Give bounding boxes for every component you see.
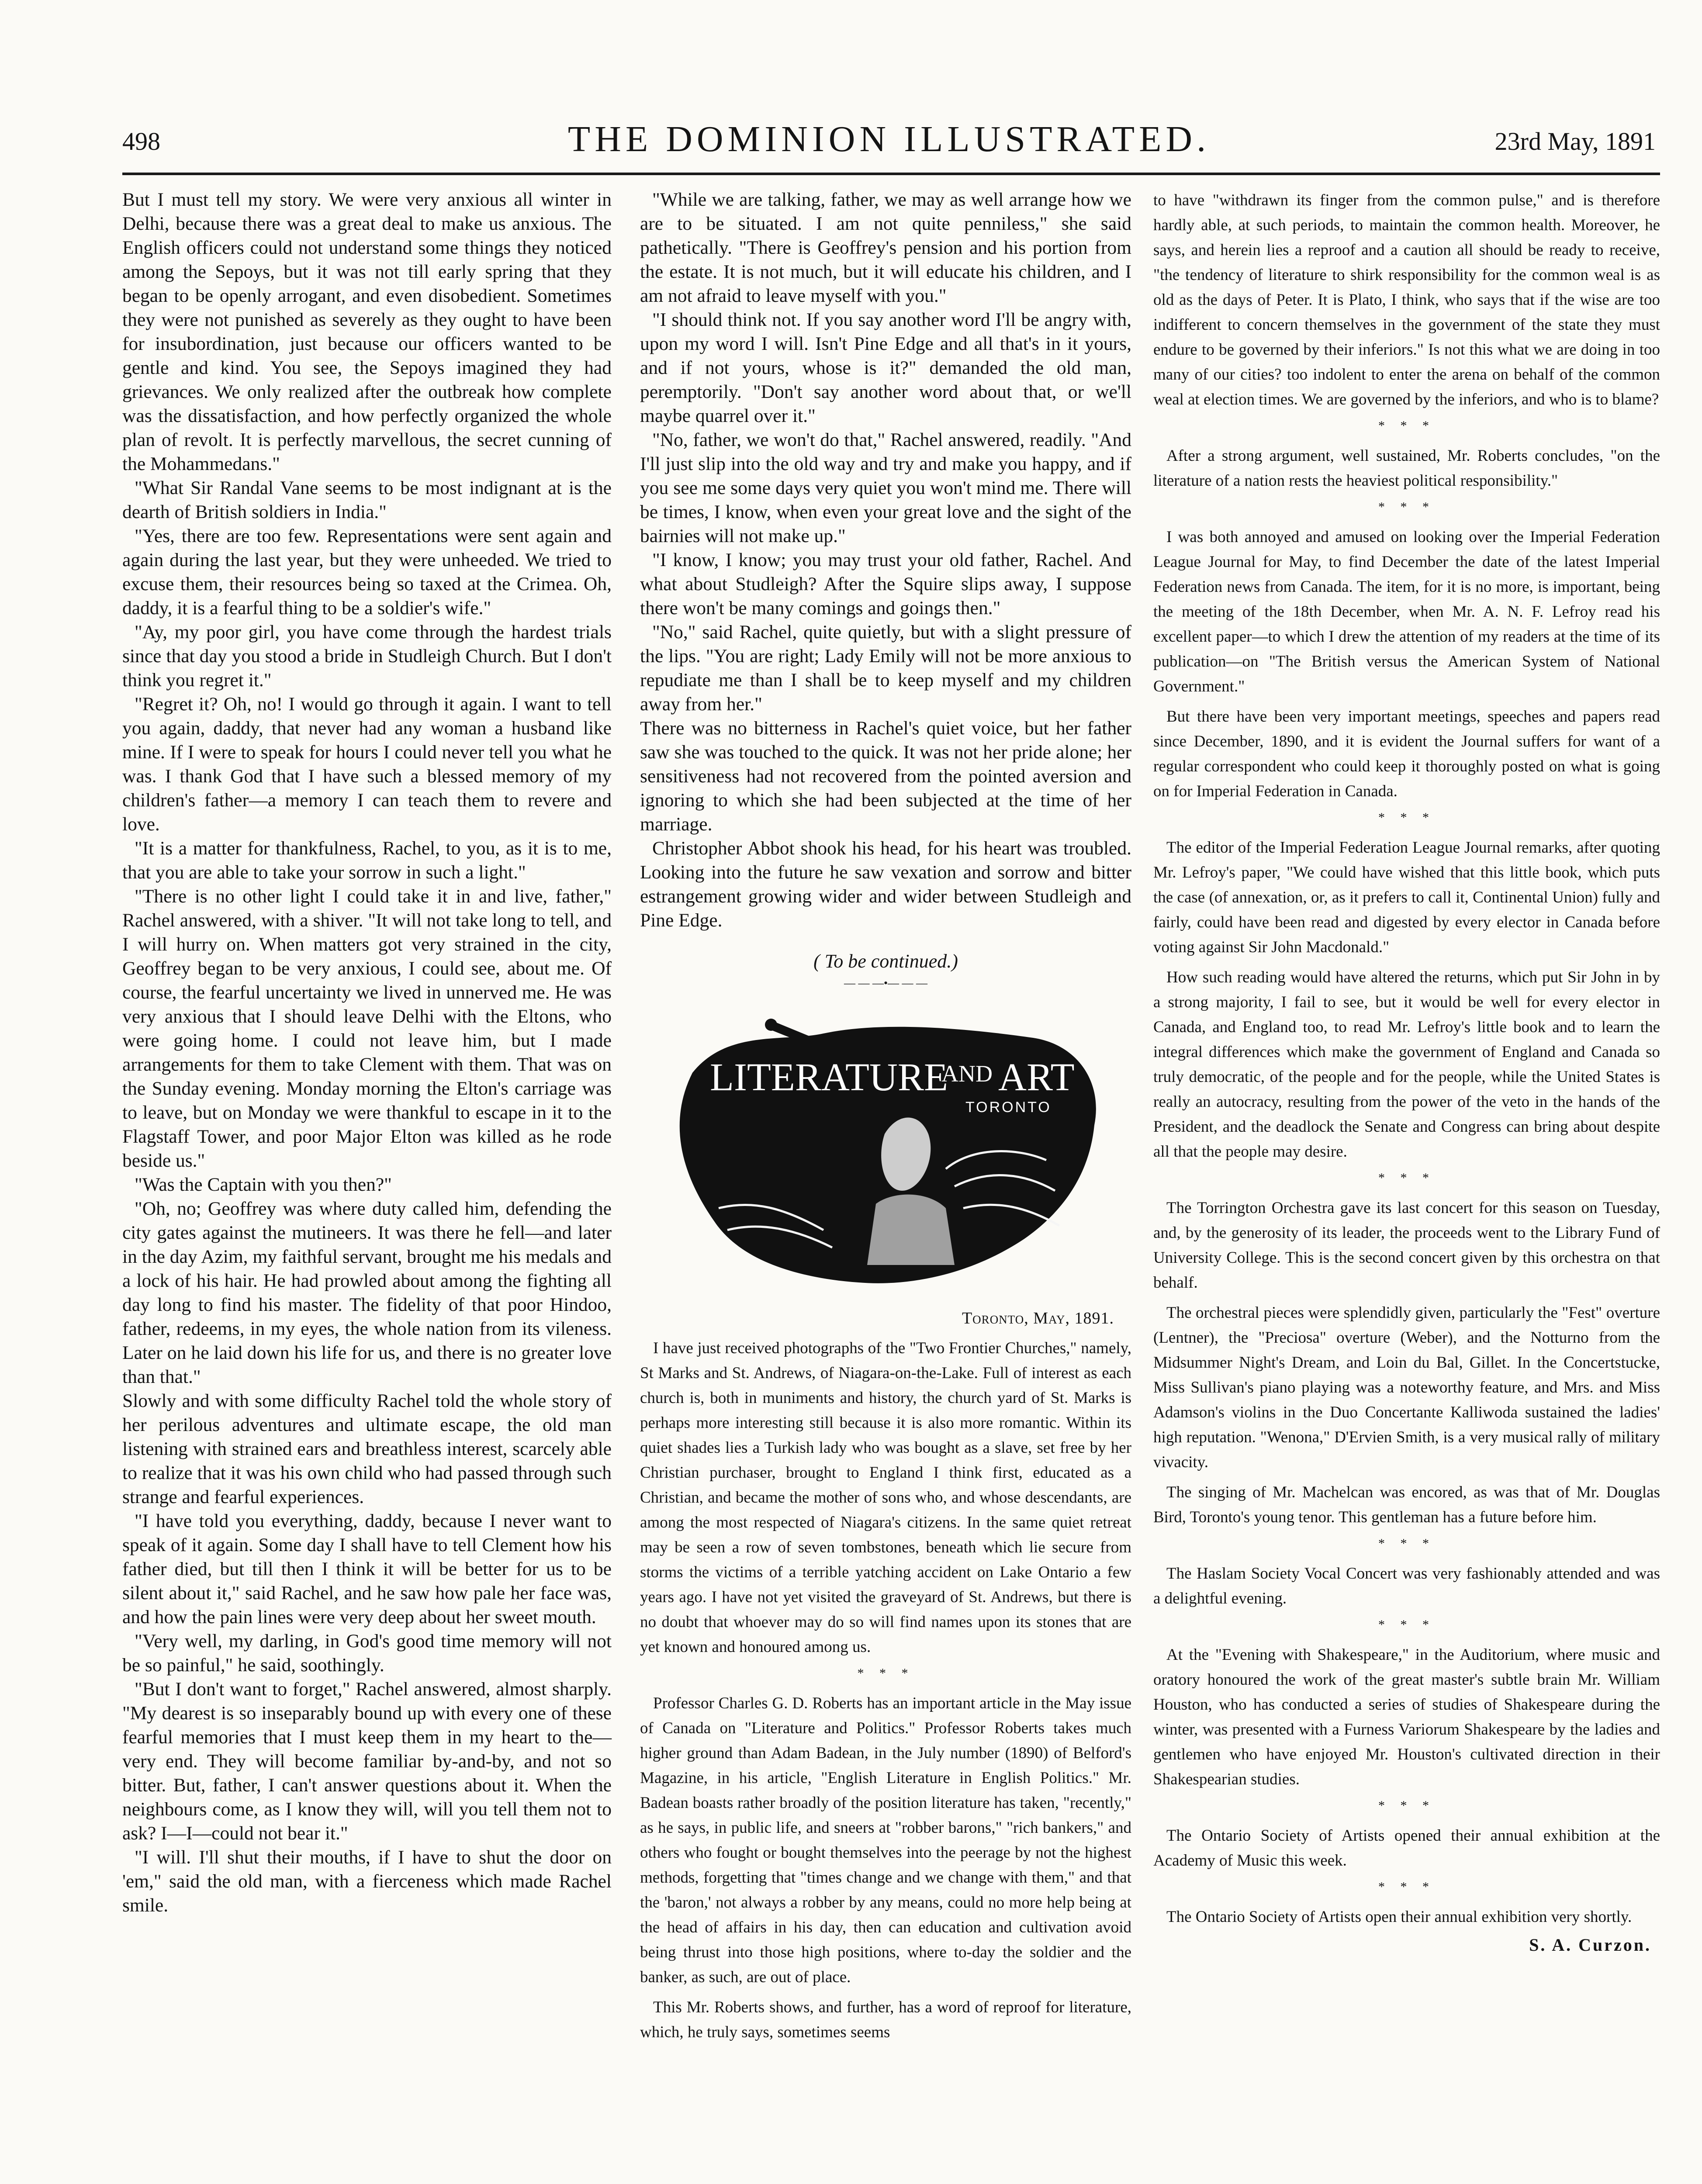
column-paragraph: The Torrington Orchestra gave its last concert for this season on Tuesday, and, by the generosity of its leader, the proceeds went to the Library Fund of University College. This is the second concert given by this orchestra on that behalf. xyxy=(1153,1199,1660,1292)
story-paragraph: "Very well, my darling, in God's good time memory will not be so painful," he said, soothingly. xyxy=(122,1631,612,1676)
to-be-continued: ( To be continued.) xyxy=(813,950,958,972)
story-paragraph: "Oh, no; Geoffrey was where duty called him, defending the city gates against the mutineers. It was there he fell—and later in the day Azim, my faithful servant, brought me his medals and a lock of his hair. He had prowled about among the fighting all day long to find his master. The fidelity of that poor Hindoo, father, redeems, in my eyes, the whole nation from its vileness. Later on he laid down his life for us, and there is no greater love than that." xyxy=(122,1198,612,1387)
story-paragraph: "There is no other light I could take it in and live, father," Rachel answered, with a shiver. "It will not take long to tell, and I will hurry on. When matters got very strained in the city, Geoffrey began to be very anxious, I could see, about me. Of course, the fearful uncertainty we lived in unnerved me. He was very anxious that I should leave Delhi with the Eltons, who were going home. I could not leave him, but I made arrangements for them to take Clement with them. That was on the Sunday evening. Monday morning the Elton's carriage was to leave, but on Monday we were thankful to escape in it to the Flagstaff Tower, and poor Major Elton was killed as he rode beside us." xyxy=(122,886,612,1171)
column-paragraph: This Mr. Roberts shows, and further, has a word of reproof for literature, which, he truly says, sometimes seems xyxy=(640,1998,1131,2041)
column-paragraph: Professor Charles G. D. Roberts has an important article in the May issue of Canada on "Literature and Politics." Professor Roberts takes much higher ground than Adam Badean, in the July number (1890) of Belford's Magazine, in his article, "English Literature in English Politics." Mr. Badean boasts rather broadly of the position literature has taken, "recently," as he says, in public life, and sneers at "robber barons," "rich bankers," and others who fought or bought themselves into the peerage by not the highest methods, forgetting that "times change and we change with them," and that the 'baron,' not always a robber by any means, could no more help being at the head of affairs in his day, then can education and cultivation avoid being thrust into those high positions, where to-day the soldier and the banker, as such, are out of place. xyxy=(640,1694,1131,1986)
story-paragraph: "I should think not. If you say another word I'll be angry with, upon my word I will. Isn't Pine Edge and all that's in it yours, and if not yours, whose is it?" demanded the old man, peremptorily. "Don't say another word about that, or we'll maybe quarrel over it." xyxy=(640,309,1131,426)
vignette-art: ART xyxy=(998,1056,1075,1099)
page-header xyxy=(122,118,1656,166)
section-stars: * * * xyxy=(857,1666,914,1680)
vignette-literature: LITERATURE xyxy=(710,1056,948,1099)
column-right xyxy=(1153,188,1660,1955)
story-paragraph: But I must tell my story. We were very anxious all winter in Delhi, because there was a great deal to make us anxious. The English officers could not understand some things they noticed among the Sepoys, but it was not till early spring that they began to be openly arrogant, and even disobedient. Sometimes they were not punished as severely as they ought to have been for insubordination, just because our officers wanted to be gentle and kind. You see, the Sepoys imagined they had grievances. We only realized after the outbreak how complete was the dissatisfaction, and how perfectly organized the whole plan of revolt. It is perfectly marvellous, the secret cunning of the Mohammedans." xyxy=(122,189,612,474)
story-paragraph: "It is a matter for thankfulness, Rachel, to you, as it is to me, that you are able to take your sorrow in such a light." xyxy=(122,838,612,883)
column-paragraph: I was both annoyed and amused on looking over the Imperial Federation League Journal for May, to find December the date of the latest Imperial Federation news from Canada. The item, for it is no more, is important, being the meeting of the 18th December, when Mr. A. N. F. Lefroy read his excellent paper—to which I drew the attention of my readers at the time of its publication—on "The British versus the American System of National Government." xyxy=(1153,528,1660,695)
column-paragraph: The Ontario Society of Artists opened their annual exhibition at the Academy of Music this week. xyxy=(1153,1827,1660,1870)
section-stars: * * * xyxy=(1378,1617,1435,1632)
section-stars: * * * xyxy=(1378,1171,1435,1185)
masthead-title: THE DOMINION ILLUSTRATED. xyxy=(567,119,1211,159)
story-paragraph: "I will. I'll shut their mouths, if I have to shut the door on 'em," said the old man, with a fierceness which made Rachel smile. xyxy=(122,1847,612,1916)
literature-and-art-vignette xyxy=(640,1003,1131,1304)
ornament-divider: — — —•— — — xyxy=(844,977,928,989)
column-paragraph: After a strong argument, well sustained, Mr. Roberts concludes, "on the literature of a nation rests the heaviest political responsibility." xyxy=(1153,447,1660,490)
story-paragraph: "No, father, we won't do that," Rachel answered, readily. "And I'll just slip into the old way and try and make you happy, and if you see me some days very quiet you won't mind me. There will be times, I know, when even your great love and the sight of the bairnies will not make up." xyxy=(640,429,1131,546)
story-paragraph: "Yes, there are too few. Representations were sent again and again during the last year, but they were unheeded. We tried to excuse them, their resources being so taxed at the Crimea. Oh, daddy, it is a fearful thing to be a soldier's wife." xyxy=(122,525,612,619)
column-dateline: Toronto, May, 1891. xyxy=(962,1309,1114,1327)
story-paragraph: "What Sir Randal Vane seems to be most indignant at is the dearth of British soldiers in India." xyxy=(122,477,612,522)
column-paragraph: The singing of Mr. Machelcan was encored, as was that of Mr. Douglas Bird, Toronto's young tenor. This gentleman has a future before him. xyxy=(1153,1483,1660,1526)
story-paragraph: "Regret it? Oh, no! I would go through it again. I want to tell you again, daddy, that never had any woman a husband like mine. If I were to speak for hours I could never tell you what he was. I thank God that I have such a blessed memory of my children's father—a memory I can teach them to revere and love. xyxy=(122,694,612,835)
section-stars: * * * xyxy=(1378,810,1435,825)
story-paragraph: "Was the Captain with you then?" xyxy=(135,1174,392,1195)
page-number: 498 xyxy=(122,127,160,156)
column-paragraph: How such reading would have altered the returns, which put Sir John in by a strong majority, I fail to see, but it would be well for every elector in Canada, and England too, to read Mr. Lefroy's little book and to learn the integral differences which make the government of England and Canada so truly democratic, of the people and for the people, while the United States is really an autocracy, resulting from the power of the veto in the hands of the President, and the deadlock the Senate and Congress can bring about despite all that the people may desire. xyxy=(1153,968,1660,1161)
vignette-and: AND xyxy=(941,1061,993,1087)
story-paragraph: "But I don't want to forget," Rachel answered, almost sharply. "My dearest is so inseparably bound up with every one of these fearful memories that I must keep them in my heart to the—very end. They will become familiar by-and-by, and not so bitter. But, father, I can't answer questions about it. When the neighbours come, as I know they will, will you tell them not to ask? I—I—could not bear it." xyxy=(122,1679,612,1844)
column-paragraph: The editor of the Imperial Federation League Journal remarks, after quoting Mr. Lefroy's paper, "We could have wished that this little book, which puts the case (of annexation, or, as it prefers to call it, Continental Union) fully and fairly, could have been read and digested by every elector in Canada before voting against Sir John Macdonald." xyxy=(1153,839,1660,956)
story-paragraph: "Ay, my poor girl, you have come through the hardest trials since that day you stood a bride in Studleigh Church. But I don't think you regret it." xyxy=(122,622,612,691)
story-paragraph: "While we are talking, father, we may as well arrange how we are to be situated. I am not quite penniless," she said pathetically. "There is Geoffrey's pension and his portion from the estate. It is not much, but it will educate his children, and I am not afraid to leave myself with you." xyxy=(640,189,1131,306)
column-paragraph: I have just received photographs of the "Two Frontier Churches," namely, St Marks and St. Andrews, of Niagara-on-the-Lake. Full of interest as each church is, both in muniments and history, the church yard of St. Marks is perhaps more interesting still because it is also more romantic. Within its quiet shades lies a Turkish lady who was bought as a slave, set free by her Christian purchaser, brought to England I think first, educated as a Christian, and became the mother of sons who, and whose descendants, are among the most respected of Niagara's citizens. In the same quiet retreat may be seen a row of seven tombstones, beneath which lie secure from storms the victims of a terrible yatching accident on Lake Ontario a few years ago. I have not yet visited the graveyard of St. Andrews, but there is no doubt that whoever may do so will find names upon its stones that are yet known and honoured among us. xyxy=(640,1339,1131,1656)
story-paragraph: There was no bitterness in Rachel's quiet voice, but her father saw she was touched to the quick. It was not her pride alone; her sensitiveness had not recovered from the pointed aversion and ignoring to which she had been subjected at the time of her marriage. xyxy=(640,718,1131,835)
column-middle xyxy=(640,188,1131,2050)
section-stars: * * * xyxy=(1378,1536,1435,1551)
story-paragraph: Slowly and with some difficulty Rachel told the whole story of her perilous adventures and ultimate escape, the old man listening with strained ears and breathless interest, scarcely able to realize that it was his own child who had passed through such strange and fearful experiences. xyxy=(122,1390,612,1507)
story-paragraph: Christopher Abbot shook his head, for his heart was troubled. Looking into the future he saw vexation and sorrow and bitter estrangement growing wider and wider between Studleigh and Pine Edge. xyxy=(640,838,1131,931)
column-left-story xyxy=(122,188,612,1918)
column-paragraph: The Ontario Society of Artists open their annual exhibition very shortly. xyxy=(1166,1908,1632,1926)
vignette-illustration xyxy=(640,1003,1131,1304)
column-paragraph: The Haslam Society Vocal Concert was very fashionably attended and was a delightful evening. xyxy=(1153,1565,1660,1607)
column-paragraph: The orchestral pieces were splendidly given, particularly the "Fest" overture (Lentner), the "Preciosa" overture (Weber), and the Notturno from the Midsummer Night's Dream, and Loin du Bal, Gillet. In the Concertstucke, Miss Sullivan's piano playing was a noteworthy feature, and Mrs. and Miss Adamson's violins in the Duo Concertante Kalliwoda sustained the ladies' high reputation. "Wenona," D'Ervien Smith, is a very musical rally of military vivacity. xyxy=(1153,1304,1660,1471)
vignette-city: TORONTO xyxy=(965,1099,1052,1116)
header-rule xyxy=(122,173,1660,175)
story-paragraph: "I know, I know; you may trust your old father, Rachel. And what about Studleigh? After the Squire slips away, I suppose there won't be many comings and goings then." xyxy=(640,549,1131,619)
story-paragraph: "I have told you everything, daddy, because I never want to speak of it again. Some day I shall have to tell Clement how his father died, but till then I think it will be better for us to be silent about it," said Rachel, and he saw how pale her face was, and how the pain lines were very deep about her sweet mouth. xyxy=(122,1510,612,1628)
column-paragraph: to have "withdrawn its finger from the common pulse," and is therefore hardly able, at such periods, to maintain the common health. Moreover, he says, and herein lies a reproof and a caution all should be ready to receive, "the tendency of literature to shirk responsibility for the common weal is as old as the days of Peter. It is Plato, I think, who says that if the wise are too indifferent to concern themselves in the government of the state they must endure to be governed by their inferiors." Is not this what we are doing in too many of our cities? too indolent to enter the arena on behalf of the common weal at election times. We are governed by the inferiors, and who is to blame? xyxy=(1153,191,1660,408)
column-paragraph: But there have been very important meetings, speeches and papers read since December, 1890, and it is evident the Journal suffers for want of a regular correspondent who could keep it thoroughly posted on what is going on for Imperial Federation in Canada. xyxy=(1153,708,1660,800)
section-stars: * * * xyxy=(1378,1798,1435,1813)
story-continuation xyxy=(640,188,1131,933)
section-stars: * * * xyxy=(1378,418,1435,433)
story-paragraph: "No," said Rachel, quite quietly, but with a slight pressure of the lips. "You are right; Lady Emily will not be more anxious to repudiate me than I shall be to keep myself and my children away from her." xyxy=(640,622,1131,715)
author-signature: S. A. Curzon. xyxy=(1529,1935,1651,1955)
issue-date: 23rd May, 1891 xyxy=(1494,127,1656,156)
section-stars: * * * xyxy=(1378,1880,1435,1894)
column-paragraph: At the "Evening with Shakespeare," in the Auditorium, where music and oratory honoured the work of the great master's subtle brain Mr. William Houston, who has conducted a series of studies of Shakespeare during the winter, was presented with a Furness Variorum Shakespeare by the ladies and gentlemen who have enjoyed Mr. Houston's cultivated direction in their Shakespearian studies. xyxy=(1153,1646,1660,1788)
section-stars: * * * xyxy=(1378,500,1435,514)
